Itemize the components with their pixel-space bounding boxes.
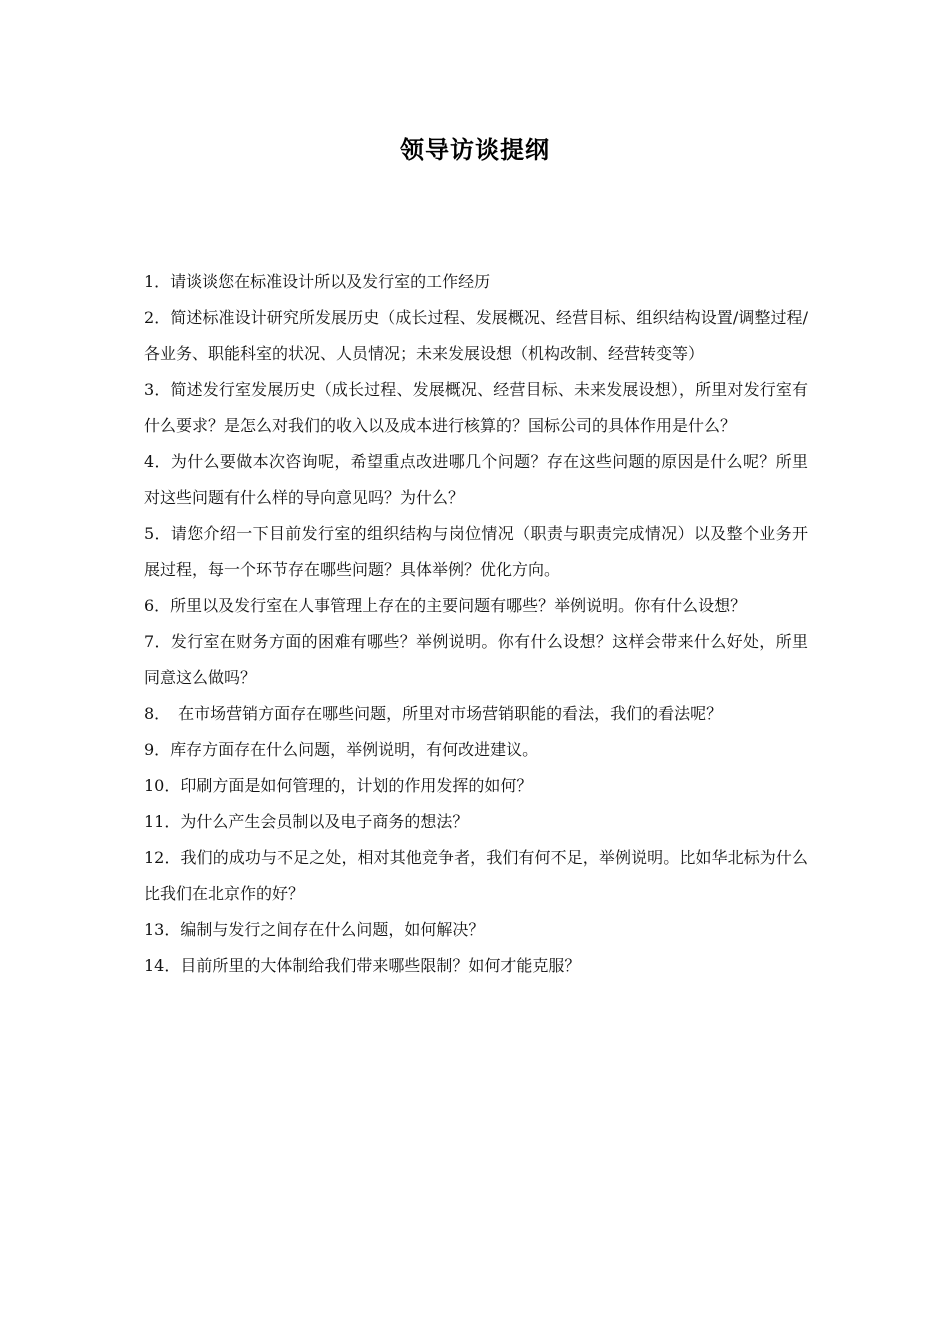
question-list bbox=[144, 264, 808, 984]
page-title: 领导访谈提纲 bbox=[400, 136, 550, 164]
question-item-14: 14．目前所里的大体制给我们带来哪些限制？如何才能克服？ bbox=[144, 956, 581, 975]
question-item-7: 7．发行室在财务方面的困难有哪些？举例说明。你有什么设想？这样会带来什么好处，所里同意这么做吗？ bbox=[144, 632, 808, 687]
question-item-12: 12．我们的成功与不足之处，相对其他竞争者，我们有何不足，举例说明。比如华北标为什么比我们在北京作的好？ bbox=[144, 848, 808, 903]
question-item-2: 2．简述标准设计研究所发展历史（成长过程、发展概况、经营目标、组织结构设置/调整过程/各业务、职能科室的状况、人员情况；未来发展设想（机构改制、经营转变等） bbox=[144, 308, 808, 363]
question-item-9: 9．库存方面存在什么问题，举例说明，有何改进建议。 bbox=[144, 740, 539, 759]
question-item-11: 11．为什么产生会员制以及电子商务的想法？ bbox=[144, 812, 469, 831]
question-item-3: 3．简述发行室发展历史（成长过程、发展概况、经营目标、未来发展设想），所里对发行室有什么要求？是怎么对我们的收入以及成本进行核算的？国标公司的具体作用是什么？ bbox=[144, 380, 808, 435]
question-item-13: 13．编制与发行之间存在什么问题，如何解决？ bbox=[144, 920, 485, 939]
question-item-6: 6．所里以及发行室在人事管理上存在的主要问题有哪些？举例说明。你有什么设想？ bbox=[144, 596, 747, 615]
question-item-1: 1．请谈谈您在标准设计所以及发行室的工作经历 bbox=[144, 272, 491, 291]
question-item-10: 10．印刷方面是如何管理的，计划的作用发挥的如何？ bbox=[144, 776, 533, 795]
question-item-5: 5．请您介绍一下目前发行室的组织结构与岗位情况（职责与职责完成情况）以及整个业务开展过程，每一个环节存在哪些问题？具体举例？优化方向。 bbox=[144, 524, 808, 579]
question-item-8: 8． 在市场营销方面存在哪些问题，所里对市场营销职能的看法，我们的看法呢？ bbox=[144, 704, 723, 723]
question-item-4: 4．为什么要做本次咨询呢，希望重点改进哪几个问题？存在这些问题的原因是什么呢？所里对这些问题有什么样的导向意见吗？为什么？ bbox=[144, 452, 808, 507]
